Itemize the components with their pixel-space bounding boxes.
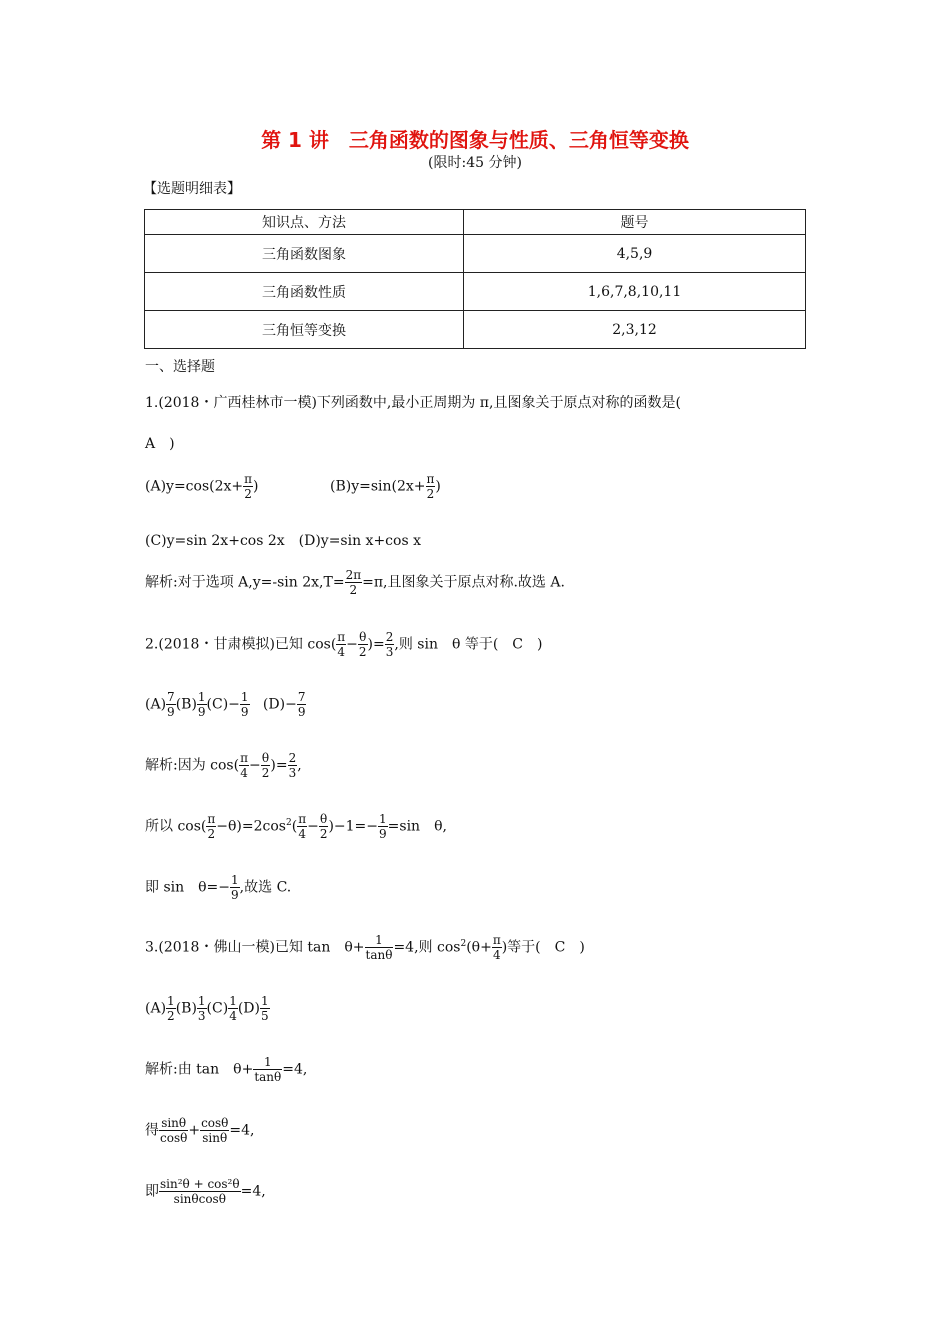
q2-solution-2: 所以 cos( $\frac{\pi}{2}$ $-\theta)=2\cos^2$( $\frac{\pi}{4}$ − $\frac{\theta}{2}$ )−1=− $\frac{1}{9}$ =sin θ, <box>145 812 447 841</box>
q1-stem: 1.(2018・广西桂林市一模)下列函数中,最小正周期为 π,且图象关于原点对称的函数是( <box>145 395 681 411</box>
table-caption: 【选题明细表】 <box>143 181 241 197</box>
table-cell: 三角函数性质 <box>145 273 464 311</box>
q3-solution-2: 得 $\frac{\sin\theta}{\cos\theta}$ + $\frac{\cos\theta}{\sin\theta}$ =4, <box>145 1116 255 1145</box>
q1-option-cd: (C)y=sin 2x+cos 2x (D)y=sin x+cos x <box>145 533 421 549</box>
table-cell: 三角恒等变换 <box>145 311 464 349</box>
q1-option-b: (B)y=sin(2x+ $\frac{\pi}{2}$ ) <box>330 472 441 501</box>
q2-solution-3: 即 sin θ=− $\frac{1}{9}$ ,故选 C. <box>145 873 292 902</box>
q1-option-a: (A)y=cos(2x+ $\frac{\pi}{2}$ ) <box>145 472 259 501</box>
table-cell: 三角函数图象 <box>145 235 464 273</box>
q3-solution-1: 解析:由 tan θ+ $\frac{1}{\tan\theta}$ =4, <box>145 1055 308 1084</box>
header-cell: 知识点、方法 <box>145 210 464 235</box>
q3-solution-3: 即 $\frac{\text{sin²θ + cos²θ}}{\sin\theta\cos\theta}$ =4, <box>145 1177 266 1206</box>
table-row <box>145 273 806 311</box>
q2-solution-1: 解析:因为 cos( $\frac{\pi}{4}$ − $\frac{\theta}{2}$ )= $\frac{2}{3}$ , <box>145 751 302 780</box>
q2-options: (A) $\frac{7}{9}$ (B) $\frac{1}{9}$ (C)− $\frac{1}{9}$ (D)− $\frac{7}{9}$ <box>145 690 306 719</box>
time-limit: (限时:45 分钟) <box>428 155 522 171</box>
q2-stem: 2.(2018・甘肃模拟)已知 cos( $\frac{\pi}{4}$ − $\frac{\theta}{2}$ )= $\frac{2}{3}$ ,则 sin θ 等于( C ) <box>145 630 543 659</box>
header-cell: 题号 <box>464 210 806 235</box>
q1-solution: 解析:对于选项 A,y=-sin 2x,T= $\frac{2\pi}{2}$ =π,且图象关于原点对称.故选 A. <box>145 568 565 597</box>
topic-table <box>144 209 806 349</box>
table-row <box>145 235 806 273</box>
q1-answer: A ) <box>145 436 175 452</box>
table-header-row <box>145 210 806 235</box>
section-heading: 一、选择题 <box>145 359 215 375</box>
table-cell: 4,5,9 <box>464 235 806 273</box>
q3-options: (A) $\frac{1}{2}$ (B) $\frac{1}{3}$ (C) $\frac{1}{4}$ (D) $\frac{1}{5}$ <box>145 994 269 1023</box>
table-cell: 2,3,12 <box>464 311 806 349</box>
page-title: 第 1 讲 三角函数的图象与性质、三角恒等变换 <box>261 128 689 152</box>
table-cell: 1,6,7,8,10,11 <box>464 273 806 311</box>
table-row <box>145 311 806 349</box>
q3-stem: 3.(2018・佛山一模)已知 tan θ+ $\frac{1}{\tan\theta}$ =4,则 $\cos^2(\theta+$ $\frac{\pi}{4}$ )等于( C ) <box>145 933 585 962</box>
